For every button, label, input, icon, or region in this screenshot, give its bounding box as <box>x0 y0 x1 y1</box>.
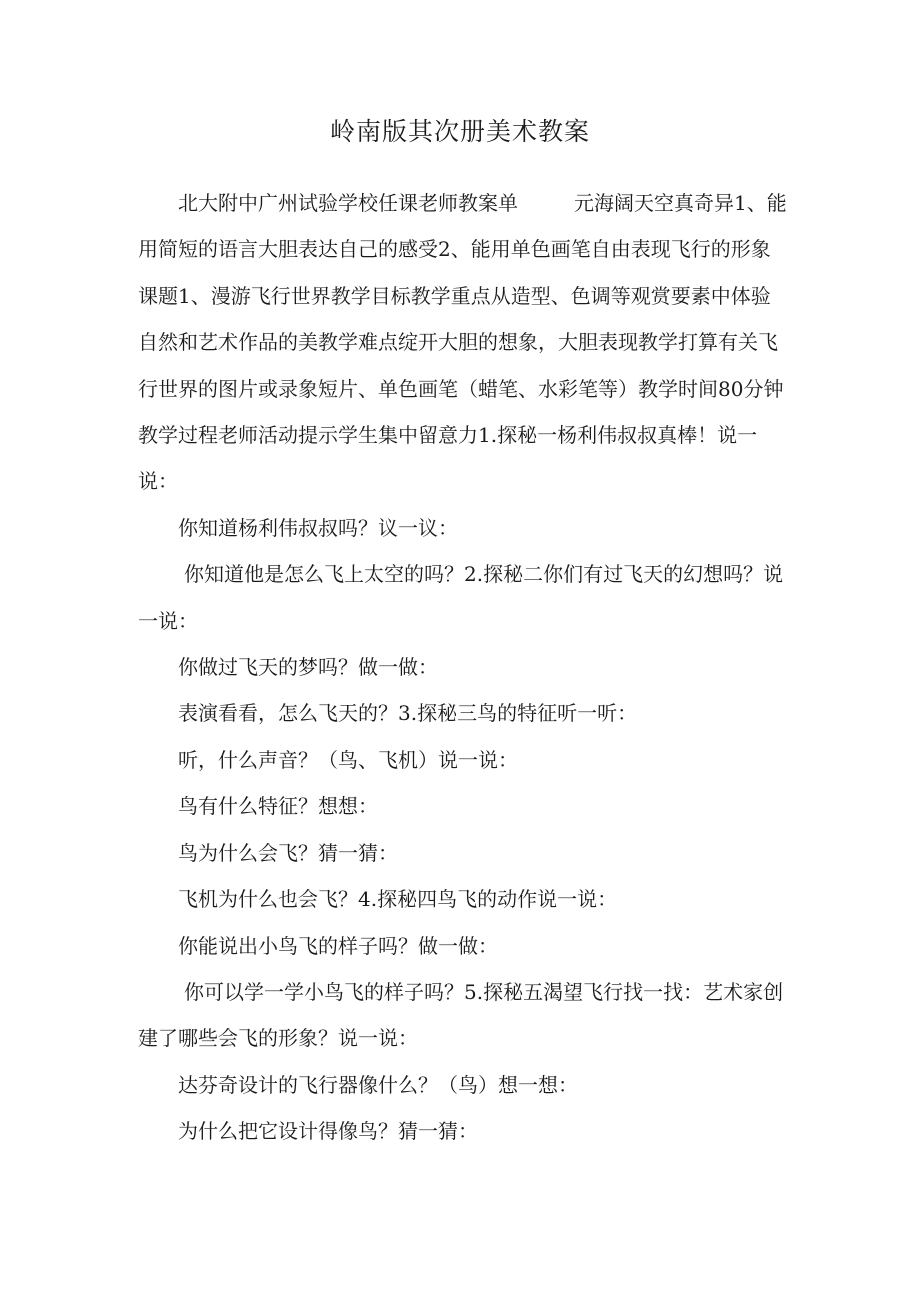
intro-paragraph <box>138 180 788 505</box>
intro-text: 异1、能用简短的语言大胆表达自己的感受2、能用单色画笔自由表现飞行的形象课题1、漫游飞行世界教学目标教学重点从造型、色调等观赏要素中体验自然和艺术作品的美教学难点绽开大胆的想象，大胆表现教学打算有关飞行世界的图片或录象短片、单色画笔（蜡笔、水彩笔等）教学时间80分钟教学过程老师活动提示学生集中留意力1.探秘一杨利伟叔叔真棒！说一说： <box>138 191 787 494</box>
document-title: 岭南版其次册美术教案 <box>329 117 590 146</box>
paragraph-9: 你能说出小鸟飞的样子吗？做一做： <box>178 933 498 958</box>
paragraph-6: 鸟有什么特征？想想： <box>178 794 378 819</box>
paragraph-4: 表演看看，怎么飞天的？3.探秘三鸟的特征听一听： <box>178 701 638 726</box>
paragraph-12: 为什么把它设计得像鸟？猜一猜： <box>178 1119 478 1144</box>
paragraph-8: 飞机为什么也会飞？4.探秘四鸟飞的动作说一说： <box>178 887 618 912</box>
header-left-text: 北大附中广州试验学校任课老师教案单 <box>178 191 518 215</box>
paragraph-10: 你可以学一学小鸟飞的样子吗？5.探秘五渴望飞行找一找：艺术家创建了哪些会飞的形象？说一说： <box>138 979 784 1051</box>
paragraph-1: 你知道杨利伟叔叔吗？议一议： <box>178 515 458 540</box>
document-body <box>138 180 788 1155</box>
header-right-text: 元海阔天空真奇 <box>574 191 714 215</box>
paragraph-7: 鸟为什么会飞？猜一猜： <box>178 840 398 865</box>
paragraph-3: 你做过飞天的梦吗？做一做： <box>178 655 438 680</box>
paragraph-5: 听，什么声音？（鸟、飞机）说一说： <box>178 747 518 772</box>
paragraph-11: 达芬奇设计的飞行器像什么？（鸟）想一想： <box>178 1072 578 1097</box>
paragraph-2: 你知道他是怎么飞上太空的吗？2.探秘二你们有过飞天的幻想吗？说一说： <box>138 562 784 633</box>
